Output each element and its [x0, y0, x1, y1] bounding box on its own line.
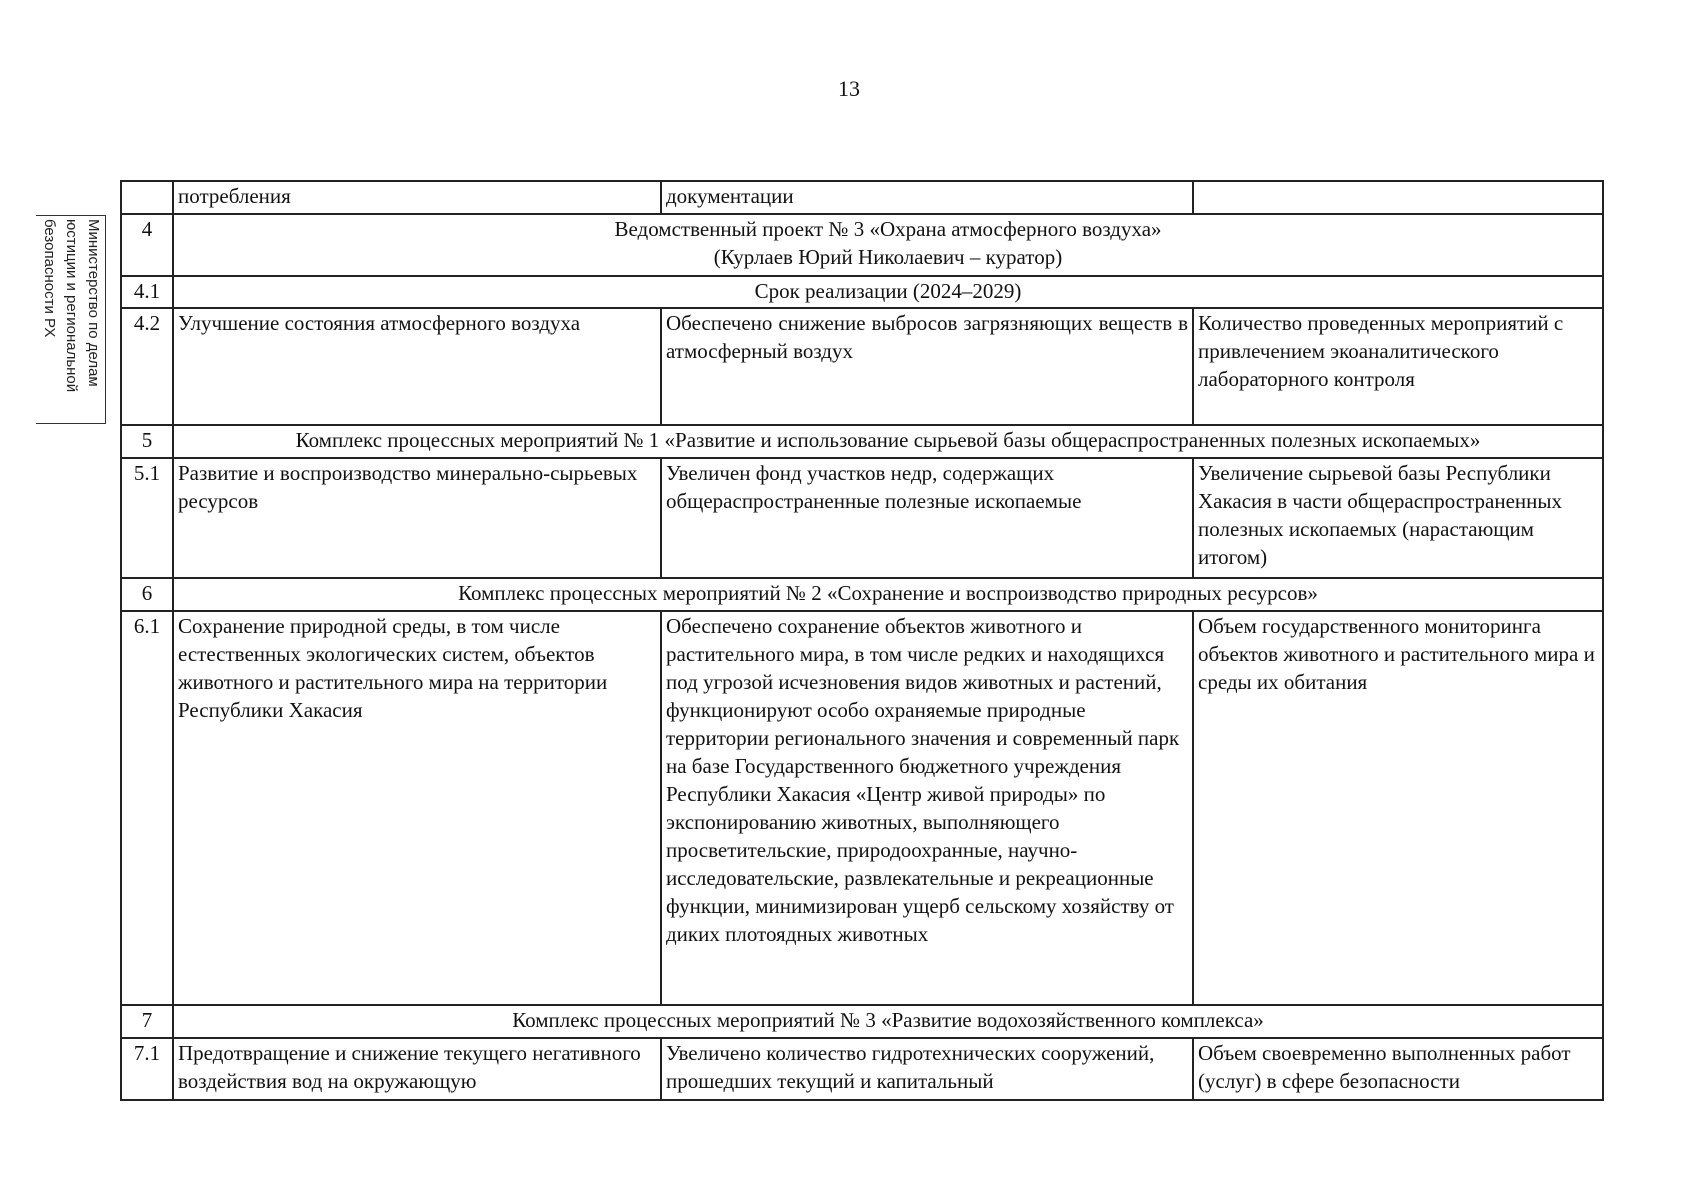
table-row	[121, 181, 1603, 214]
indicator-cell: Объем государственного мониторинга объектов животного и растительного мира и среды их обитания	[1193, 611, 1603, 1005]
indicator-cell: Увеличение сырьевой базы Республики Хакасия в части общераспространенных полезных ископаемых (нарастающим итогом)	[1193, 458, 1603, 578]
table-row	[121, 458, 1603, 578]
result-cell: Обеспечено снижение выбросов загрязняющих веществ в атмосферный воздух	[661, 308, 1193, 425]
row-number	[121, 181, 173, 214]
section-title	[173, 1005, 1603, 1038]
row-number: 6	[121, 578, 173, 611]
row-number: 4.2	[121, 308, 173, 425]
row-number: 7.1	[121, 1038, 173, 1100]
row-number: 6.1	[121, 611, 173, 1005]
row-number: 4	[121, 214, 173, 276]
result-cell: Увеличен фонд участков недр, содержащих общераспространенные полезные ископаемые	[661, 458, 1193, 578]
section-title-line: Комплекс процессных мероприятий № 3 «Развитие водохозяйственного комплекса»	[512, 1008, 1264, 1032]
task-cell: Улучшение состояния атмосферного воздуха	[173, 308, 661, 425]
row-number: 4.1	[121, 276, 173, 308]
row-number: 5.1	[121, 458, 173, 578]
section-row	[121, 578, 1603, 611]
section-title-line: (Курлаев Юрий Николаевич – куратор)	[713, 245, 1063, 269]
section-title-line: Ведомственный проект № 3 «Охрана атмосферного воздуха»	[614, 217, 1162, 241]
program-table	[120, 180, 1604, 1101]
table-row	[121, 1038, 1603, 1100]
section-title	[173, 578, 1603, 611]
section-title	[173, 276, 1603, 308]
indicator-cell	[1193, 181, 1603, 214]
section-title-line: Комплекс процессных мероприятий № 2 «Сохранение и воспроизводство природных ресурсов»	[458, 581, 1318, 605]
section-row	[121, 276, 1603, 308]
indicator-cell: Объем своевременно выполненных работ (услуг) в сфере безопасности	[1193, 1038, 1603, 1100]
result-cell: документации	[661, 181, 1193, 214]
table-row	[121, 308, 1603, 425]
stamp-line: Министерство по делам	[85, 219, 102, 387]
result-cell: Увеличено количество гидротехнических сооружений, прошедших текущий и капитальный	[661, 1038, 1193, 1100]
task-cell: Предотвращение и снижение текущего негативного воздействия вод на окружающую	[173, 1038, 661, 1100]
task-cell: потребления	[173, 181, 661, 214]
section-title-line: Комплекс процессных мероприятий № 1 «Развитие и использование сырьевой базы общераспространенных полезных ископаемых»	[295, 428, 1481, 452]
section-row	[121, 425, 1603, 458]
section-row	[121, 214, 1603, 276]
stamp-line: юстиции и региональной	[63, 219, 80, 393]
row-number: 7	[121, 1005, 173, 1038]
table-row	[121, 611, 1603, 1005]
section-title-line: Срок реализации (2024–2029)	[754, 279, 1022, 303]
stamp-line: безопасности РХ	[41, 219, 58, 338]
result-cell: Обеспечено сохранение объектов животного и растительного мира, в том числе редких и находящихся под угрозой исчезновения видов животных и растений, функционируют особо охраняемые природные территории регионального значения и современный парк на базе Государственного бюджетного учреждения Республики Хакасия «Центр живой природы» по экспонированию животных, выполняющего просветительские, природоохранные, научно-исследовательские, развлекательные и рекреационные функции, минимизирован ущерб сельскому хозяйству от диких плотоядных животных	[661, 611, 1193, 1005]
section-title	[173, 214, 1603, 276]
section-row	[121, 1005, 1603, 1038]
registration-stamp-text	[36, 215, 106, 424]
section-title	[173, 425, 1603, 458]
indicator-cell: Количество проведенных мероприятий с привлечением экоаналитического лабораторного контроля	[1193, 308, 1603, 425]
task-cell: Сохранение природной среды, в том числе естественных экологических систем, объектов животного и растительного мира на территории Республики Хакасия	[173, 611, 661, 1005]
task-cell: Развитие и воспроизводство минерально-сырьевых ресурсов	[173, 458, 661, 578]
page-number: 13	[838, 76, 860, 101]
row-number: 5	[121, 425, 173, 458]
